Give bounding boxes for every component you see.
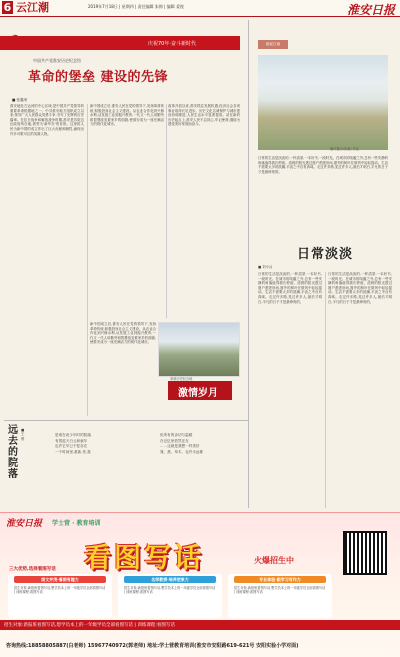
essay-column-1: 日常的生活是淡淡的,一杯清茶,一本好书,一段时光。在城市的喧嚣之外,总有一些安静的角落值得我们停留。清晨的阳光透过窗户洒进房间,窗外的树叶在微风中轻轻摇动。生活不需要太多的波澜,平淡之中自有真味。走过许多路,见过许多人,最后才明白,平凡的日子才是最珍贵的。 (258, 272, 322, 304)
section-title: 云江潮 (16, 1, 49, 14)
poem-line: 也许它早已不复存在 (55, 444, 88, 448)
poem-line: ……这就是我想一样美好 (160, 444, 200, 448)
essay-intro-text: 日常的生活是淡淡的,一杯清茶,一本好书,一段时光。在城市的喧嚣之外,总有一些安静的角落值得我们停留。清晨的阳光透过窗户洒进房间,窗外的树叶在微风中轻轻摇动。生活不需要太多的波澜,平淡之中自有真味。走过许多路,见过许多人,最后才明白,平凡的日子才是最珍贵的。 (258, 156, 388, 174)
memorial-building-photo (158, 322, 240, 377)
ad-feature-head-1: 图文并茂·看图有趣力 (14, 576, 106, 583)
poem-body (55, 433, 255, 513)
anniversary-emblem-icon: ☭ (6, 32, 23, 53)
ad-subtitle: 火爆招生中 (254, 556, 294, 565)
watercolor-painting (258, 55, 388, 150)
main-byline: ■ 张鑫荣 (12, 98, 28, 102)
anniversary-band-text: 庆祝70年·奋斗新时代 (148, 41, 196, 47)
qr-code-icon[interactable] (343, 531, 387, 575)
essay-column-2: 日常的生活是淡淡的,一杯清茶,一本好书,一段时光。在城市的喧嚣之外,总有一些安静的角落值得我们停留。清晨的阳光透过窗户洒进房间,窗外的树叶在微风中轻轻摇动。生活不需要太多的波澜,平淡之中自有真味。走过许多路,见过许多人,最后才明白,平凡的日子才是最珍贵的。 (328, 272, 392, 304)
ad-paper-logo: 淮安日报 (6, 519, 43, 529)
page-number: 6 (3, 1, 12, 14)
poem-author: ■ 王维 (21, 428, 25, 441)
hotline-text: 咨询热线:18858805887(白老师) 15967740972(郭老师) 地址:学士营教育培训(淮安市安阳路619-621号 安阳实验小学对面) (6, 643, 299, 649)
poem-line: 雏、燕、草木、也许永远都 (160, 449, 204, 454)
poem-line: 是谁在说少年时的院落 (55, 433, 91, 437)
essay-author: ■ 刘小兵 (258, 265, 273, 269)
main-headline: 革命的堡垒 建设的先锋 (28, 70, 169, 85)
ad-feature-head-3: 专业体验·跟学习写作力 (234, 576, 326, 583)
photo-caption: 革命历史纪念地 (170, 377, 193, 381)
main-article-column-4: 新中国成立后,淮安人民在党的领导下,发扬革命传统,积极投身社会主义建设。从农业合作化到兴修水利,从发展工业到振兴教育,一代又一代人用勤劳和智慧改变着家乡的面貌,使淮安成为一座充满活力的现代化城市。 (90, 322, 156, 345)
poem-line: 但所有的亲切与温暖 (160, 433, 193, 437)
ad-title: 看图写话 (84, 543, 204, 574)
poem-line: 在记忆里依然还在 (160, 438, 189, 443)
poem-line: 一个时间里,重新,你,我 (55, 449, 91, 454)
poem-line: 有着蓝天白云和童年 (55, 438, 88, 443)
painting-caption: 潘可馨(水彩画) 作品 (330, 147, 359, 151)
poem-title: 远去的院落 (8, 425, 18, 480)
essay-title: 日常淡淡 (297, 247, 354, 262)
ad-footer-text: 招生对象:新报班看图写话,想学员本上的一年级学员全部看图写话 | 训练课程:看图写话 (4, 623, 175, 628)
issue-meta: 2019年7月18日 | 星期四 | 责任编辑 朱锦 | 编辑 姜锐 (88, 4, 185, 9)
newspaper-logo: 淮安日报 (346, 3, 395, 17)
ad-feature-text-1: 招生对象:新报班看图写话,想学员本上的一年级学员全部看图写话 | 训练课程:看图写话 (14, 586, 106, 595)
ad-advantages-tag: 三大优势,选择看图写话 (9, 567, 56, 572)
ad-feature-head-2: 名师教授·培养想象力 (124, 576, 216, 583)
feature-badge-text: 激情岁月 (178, 388, 218, 399)
ad-brand: 学士营 · 教育培训 (52, 520, 101, 527)
art-section-label: 画说江南 (258, 40, 288, 49)
masthead (0, 0, 400, 17)
main-article-column-3: 改革开放以来,淮安抓住发展机遇,经济社会各项事业取得长足进步。历史文化名城保护与城市建设协调推进,人民生活水平显著提高。站在新的历史起点上,淮安人民不忘初心,牢记使命,继续为建设美好家园而奋斗。 (168, 104, 240, 127)
main-article-column-2: 新中国成立后,淮安人民在党的领导下,发扬革命传统,积极投身社会主义建设。从农业合作化到兴修水利,从发展工业到振兴教育,一代又一代人用勤劳和智慧改变着家乡的面貌,使淮安成为一座充满活力的现代化城市。 (90, 104, 164, 127)
ad-feature-text-2: 招生对象:新报班看图写话,想学员本上的一年级学员全部看图写话 | 训练课程:看图写话 (124, 586, 216, 595)
main-article-column-1: 淮安地处古运河的中心区域,是中国共产党领导的重要革命根据地之一。中共淮安地方组织成立以来,领导广大人民群众英勇斗争,书写了光辉的历史篇章。在抗日战争和解放战争时期,淮安是苏皖边区政府所在地,被誉为'新华东'的首府。这里的人民为新中国的成立作出了巨大贡献和牺牲,涌现出许多可歌可泣的英雄人物。 (10, 104, 84, 136)
ad-feature-text-3: 招生对象:新报班看图写话,想学员本上的一年级学员全部看图写话 | 训练课程:看图写话 (234, 586, 326, 595)
story-kicker: 中国共产党淮安历史纪念馆 (33, 58, 81, 63)
